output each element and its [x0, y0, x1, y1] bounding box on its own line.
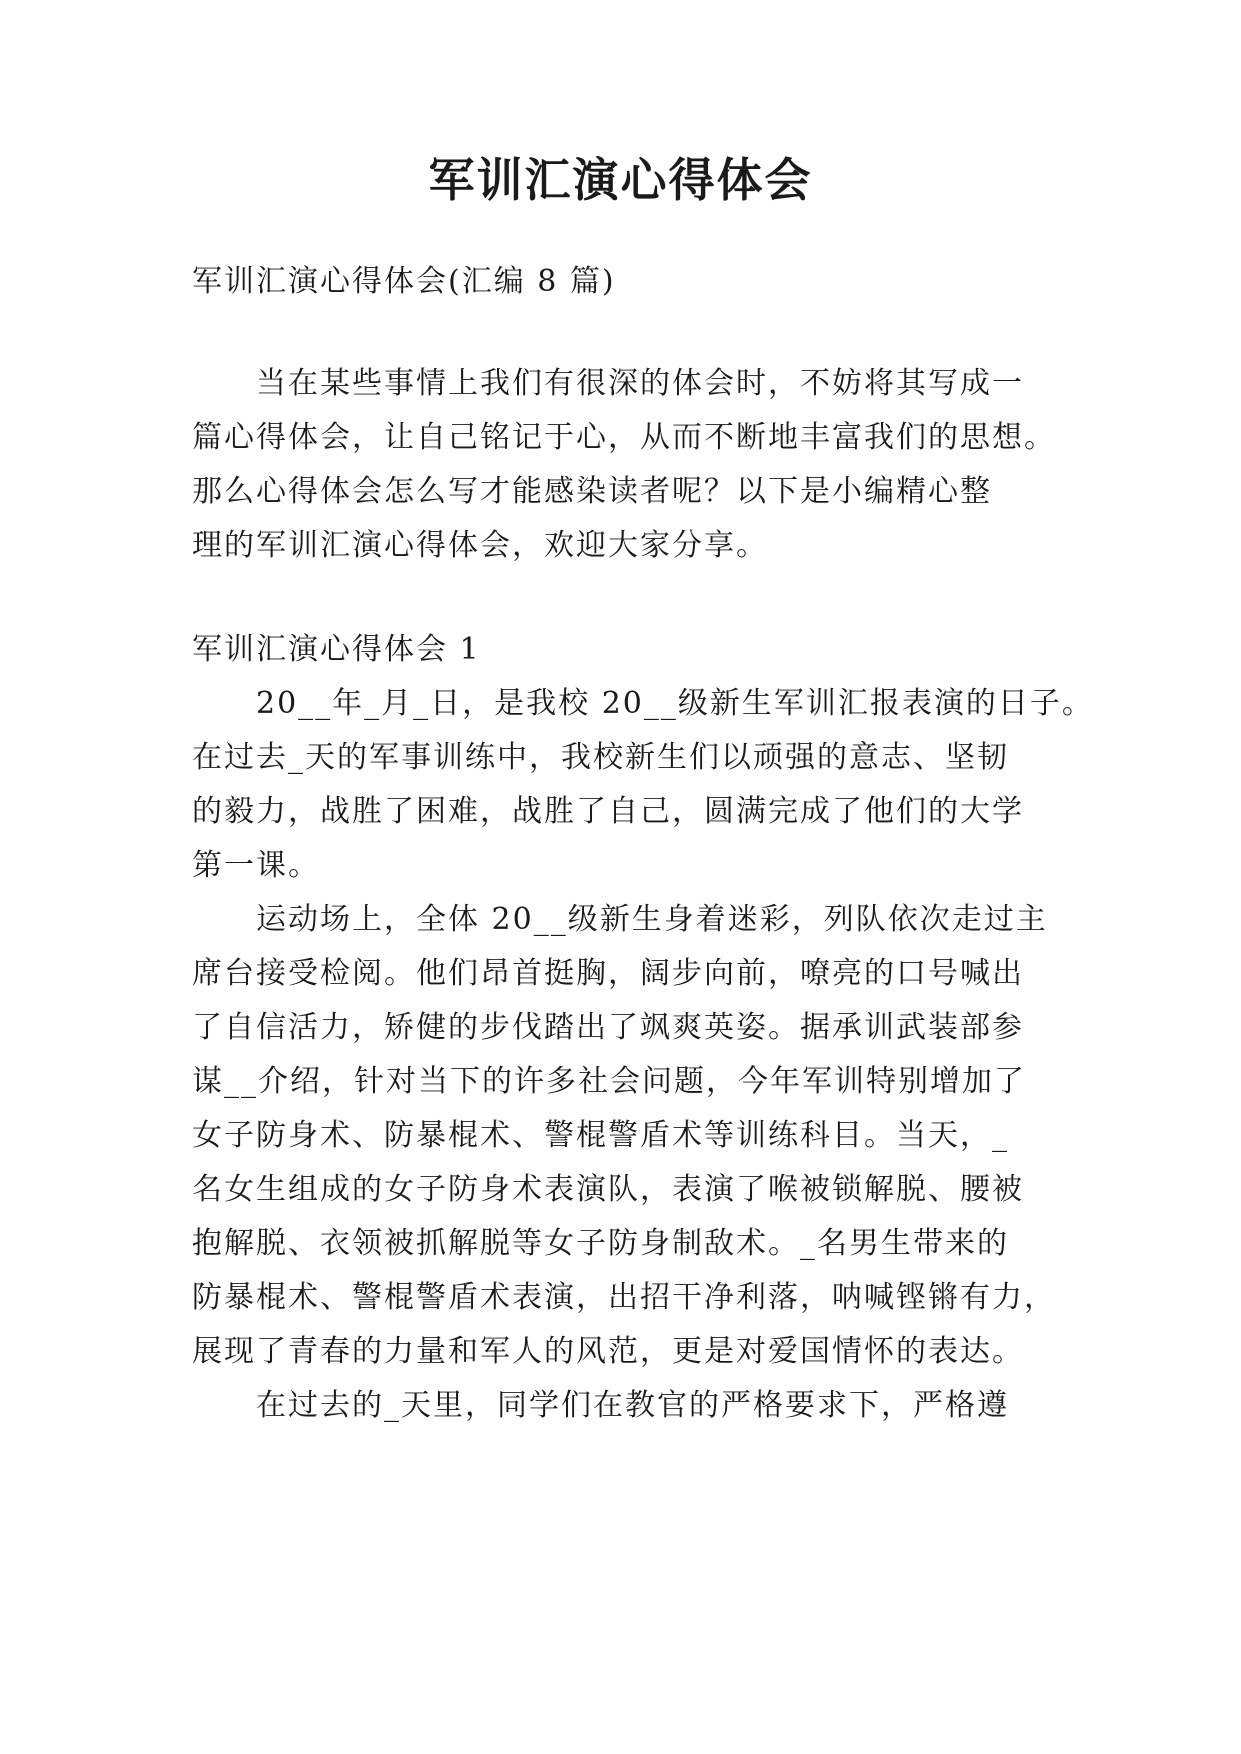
intro-line: 当在某些事情上我们有很深的体会时，不妨将其写成一 [256, 366, 1024, 401]
intro-line: 理的军训汇演心得体会，欢迎大家分享。 [192, 528, 768, 563]
body-line: 了自信活力，矫健的步伐踏出了飒爽英姿。据承训武装部参 [192, 1010, 1024, 1045]
body-line: 在过去_天的军事训练中，我校新生们以顽强的意志、坚韧 [192, 740, 1009, 775]
intro-line: 那么心得体会怎么写才能感染读者呢？以下是小编精心整 [192, 474, 992, 509]
document-title: 军训汇演心得体会 [428, 153, 813, 207]
section-heading: 军训汇演心得体会 1 [192, 632, 481, 667]
body-line: 第一课。 [192, 848, 320, 883]
body-line: 的毅力，战胜了困难，战胜了自己，圆满完成了他们的大学 [192, 794, 1024, 829]
body-line: 名女生组成的女子防身术表演队，表演了喉被锁解脱、腰被 [192, 1172, 1024, 1207]
body-line: 运动场上，全体 20__级新生身着迷彩，列队依次走过主 [256, 902, 1048, 937]
body-line: 展现了青春的力量和军人的风范，更是对爱国情怀的表达。 [192, 1334, 1024, 1369]
body-line: 席台接受检阅。他们昂首挺胸，阔步向前，嘹亮的口号喊出 [192, 956, 1024, 991]
body-line: 谋__介绍，针对当下的许多社会问题，今年军训特别增加了 [192, 1064, 1026, 1099]
body-line: 防暴棍术、警棍警盾术表演，出招干净利落，呐喊铿锵有力， [192, 1280, 1056, 1315]
intro-line: 篇心得体会，让自己铭记于心，从而不断地丰富我们的思想。 [192, 420, 1056, 455]
body-line: 在过去的_天里，同学们在教官的严格要求下，严格遵 [256, 1388, 1009, 1423]
body-line: 女子防身术、防暴棍术、警棍警盾术等训练科目。当天，_ [192, 1118, 1009, 1153]
document-subtitle: 军训汇演心得体会(汇编 8 篇) [192, 264, 616, 299]
body-line: 20__年_月_日，是我校 20__级新生军训汇报表演的日子。 [256, 686, 1094, 721]
body-line: 抱解脱、衣领被抓解脱等女子防身制敌术。_名男生带来的 [192, 1226, 1009, 1261]
